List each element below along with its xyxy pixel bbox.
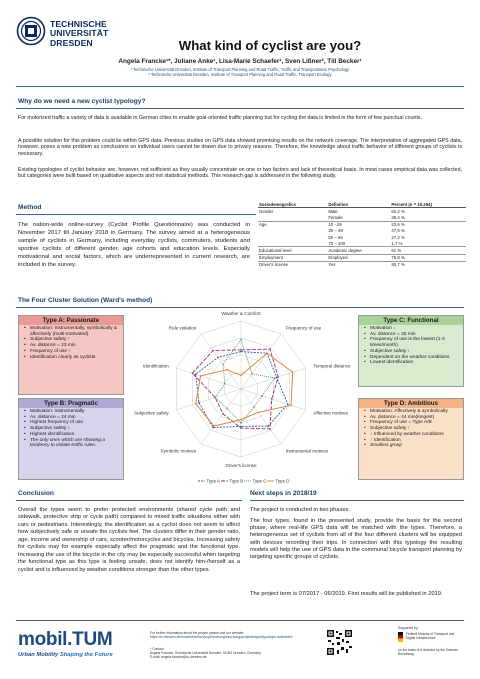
type-a-box bbox=[18, 315, 124, 395]
table-header: Definition bbox=[327, 201, 390, 208]
affiliations: ¹ Technische Universität Dresden, Institute of Transport Planning and Road Traffic, Traffic and Transportation Psychology ² Technische Universität Dresden, Institute of Transport Planning and Road Traffic, Transport Ecology bbox=[130, 67, 350, 78]
header-divider bbox=[16, 86, 464, 87]
footer-decision: on the basis of a decision by the German Bundestag bbox=[398, 648, 458, 657]
list-item: • Av. distance = 24 min bbox=[24, 415, 120, 421]
list-item: • Frequency of use ↑ bbox=[24, 349, 120, 355]
list-item: • Subjective safety ↓ bbox=[364, 349, 460, 355]
radar-point bbox=[240, 419, 242, 421]
table-row: 30 – 49 47,5 % bbox=[328, 228, 405, 234]
radar-point bbox=[266, 352, 268, 354]
conclusion-text: Overall the types seem to prefer protected environments (shared cycle path and sidewalk, protective strip or cycle path) compared to mixed traffic situations either with cars or pedestrians. Interestingly, the identification as a cyclist does not seem to affect how subjectively safe or unsafe the cyclists feel. The clusters differ in their gender ratio, age, income and ownership of cars, scooter/motorcycles and bicycles. Increasing safety for cyclists may for example especially affect the pragmatic and the functional type. Increasing the use of the bicycle in the city may be especially successful when targeting the functional type as this type is feeling unsafe, does not identify him-/herself as a cyclist and is influenced by weather conditions stronger than the other types. bbox=[18, 507, 240, 573]
radar-point bbox=[251, 373, 253, 375]
radar-point bbox=[212, 427, 214, 429]
radar-point bbox=[213, 425, 215, 427]
radar-point bbox=[226, 369, 228, 371]
list-item: • Motivation: Instrumentally, symbolically & affectively (multi-motivated) bbox=[24, 326, 120, 337]
method-text: The nation-wide online-survey (Cyclist Profile Questionnaire) was conducted in November 2017 till January 2018 in Germany. The survey aimed at a heterogeneous sample of cyclists in Germany, including everyday cyclists, commuters, students and sportive cyclists of different gender, age cohorts and education levels. Especially motivational and social factors, which are underrepresented in current research, are included in the survey. bbox=[18, 222, 250, 268]
tu-dresden-emblem-icon bbox=[16, 16, 46, 46]
table-row: Female 38,4 % bbox=[328, 214, 405, 220]
list-item: • Frequency of use is the lowest (1-3 times/month). bbox=[364, 337, 460, 348]
why-paragraph-2: A possible solution for this problem could lie within GPS data. Previous studies on GPS data showed promising results on the network coverage. The interpretation of aggregated GPS data, however, poses a new problem as conclusions on individual users cannot be drawn due to privacy reasons. Therefore, the knowledge about traffic behavior of different groups of cyclists is necessary. bbox=[18, 138, 462, 157]
list-item: • Lowest identification bbox=[364, 360, 460, 366]
type-b-title: Type B: Pragmatic bbox=[19, 399, 123, 408]
type-d-title: Type D: Ambitious bbox=[359, 399, 463, 408]
footer-contact: * Contact: Angela Francke, Technische Universität Dresden, 01062 Dresden, Germany E-mail: angela.francke@tu-dresden.de bbox=[150, 647, 261, 660]
type-a-title: Type A: Passionate bbox=[19, 316, 123, 325]
radar-point bbox=[269, 348, 271, 350]
table-row: Age 10 - 29 23,6 % bbox=[258, 221, 466, 228]
list-item: • Av. distance = 23 min bbox=[24, 343, 120, 349]
radar-point bbox=[290, 405, 292, 407]
list-item: • Motivation ↓ bbox=[364, 326, 460, 332]
radar-spoke bbox=[241, 389, 281, 444]
clusters-heading: The Four Cluster Solution (Ward's method) bbox=[18, 297, 153, 304]
radar-point bbox=[240, 422, 242, 424]
radar-chart bbox=[124, 303, 358, 487]
radar-axis-label: Subjective safety bbox=[133, 410, 169, 416]
tu-dresden-logo bbox=[16, 14, 116, 54]
demographics-table bbox=[258, 201, 466, 268]
table-header: Soziodemografics bbox=[258, 201, 327, 208]
radar-point bbox=[222, 413, 224, 415]
radar-point bbox=[195, 374, 197, 376]
next-steps-divider bbox=[250, 500, 464, 501]
list-item: • Highest identification bbox=[24, 432, 120, 438]
radar-series-type-d bbox=[196, 353, 293, 426]
list-item: • The only ones which are showing a tendency to violate traffic rules. bbox=[24, 438, 120, 449]
table-header: Percent (n = 10.294) bbox=[390, 201, 466, 208]
radar-point bbox=[212, 350, 214, 352]
radar-axis-label: Driver's license bbox=[225, 462, 257, 468]
table-row: 70 – 100 1,7 % bbox=[328, 240, 403, 246]
radar-axis-label: Affective motives bbox=[313, 410, 348, 416]
why-heading: Why do we need a new cyclist typology? bbox=[18, 98, 146, 105]
list-item: • Smallest group bbox=[364, 443, 460, 449]
qr-code-icon bbox=[326, 629, 353, 656]
footer-divider bbox=[16, 620, 464, 621]
radar-point bbox=[267, 425, 269, 427]
poster-title: What kind of cyclist are you? bbox=[178, 38, 362, 53]
list-item: • Frequency of use = Type A/B bbox=[364, 420, 460, 426]
table-row: Gender Male 60,2 % bbox=[259, 208, 405, 214]
type-b-box bbox=[18, 398, 124, 480]
table-row: Driver's license Yes 90,7 % bbox=[258, 261, 466, 268]
radar-point bbox=[261, 395, 263, 397]
type-c-box bbox=[358, 315, 464, 387]
list-item: • Highest frequency of use bbox=[24, 420, 120, 426]
radar-point bbox=[276, 377, 278, 379]
radar-axis-label: Weather & Comfort bbox=[221, 310, 261, 316]
radar-point bbox=[195, 403, 197, 405]
radar-point bbox=[271, 398, 273, 400]
radar-point bbox=[192, 372, 194, 374]
next-steps-paragraph-2: The four types, found in the presented study, provide the basis for the second phase, where real-life GPS data will be matched with the types. Therefore, a heterogeneous set of cyclists from all of the four different clusters will be equipped with devices recording their trips. In connection with this typology the resulting models will help the use of GPS data in the communal bicycle transport planning by targeting specific groups of cyclists. bbox=[250, 518, 462, 561]
legend-label: Type D bbox=[275, 478, 290, 484]
method-heading: Method bbox=[18, 204, 42, 211]
authors: Angela Francke¹*, Juliane Anke¹, Lisa-Marie Schaefer¹, Sven Lißner², Till Becker¹ bbox=[118, 58, 362, 65]
radar-point bbox=[240, 427, 242, 429]
radar-axis-label: Symbolic motives bbox=[160, 448, 197, 454]
radar-axis-label: Frequency of use bbox=[285, 325, 322, 331]
radar-axis-label: Temporal distance bbox=[313, 363, 351, 369]
radar-axis-label: Identification bbox=[142, 363, 169, 369]
radar-point bbox=[253, 406, 255, 408]
conclusion-heading: Conclusion bbox=[18, 490, 54, 497]
radar-series-type-a bbox=[196, 352, 288, 428]
radar-axis-label: Rule violation bbox=[168, 325, 197, 331]
why-divider bbox=[16, 108, 464, 109]
type-d-box bbox=[358, 398, 464, 480]
list-item: • Motivation: Affectively & symbolically bbox=[364, 409, 460, 415]
radar-point bbox=[226, 408, 228, 410]
footer-ministry: Federal Ministry of Transport and Digital Infrastructure bbox=[406, 632, 455, 641]
mobil-tum-logo: mobil.TUM bbox=[18, 629, 113, 650]
list-item: • ↓ Influenced by weather conditions bbox=[364, 432, 460, 438]
radar-point bbox=[240, 351, 242, 353]
radar-point bbox=[214, 397, 216, 399]
table-row: Employment Employed 75,8 % bbox=[258, 254, 466, 261]
radar-point bbox=[222, 363, 224, 365]
radar-point bbox=[224, 383, 226, 385]
radar-point bbox=[269, 428, 271, 430]
radar-spoke bbox=[201, 334, 241, 389]
university-name: TECHNISCHE UNIVERSITÄT DRESDEN bbox=[50, 19, 109, 48]
list-item: • Motivation: Instrumentally bbox=[24, 409, 120, 415]
radar-point bbox=[198, 402, 200, 404]
footer-supported: Supported by: bbox=[398, 626, 419, 630]
legend-label: Type A bbox=[206, 478, 220, 484]
type-c-title: Type C: Functional bbox=[359, 316, 463, 325]
radar-point bbox=[217, 357, 219, 359]
list-item: • ↑ Identification bbox=[364, 438, 460, 444]
why-paragraph-3: Existing typologies of cyclist behavior are, however, not sufficient as they usually concentrate on one or two factors and lack of theoretical basis. In most cases empirical data was collected, but categories were built based on qualitative aspects and not statistical methods. This research gap is addressed in the following study. bbox=[18, 167, 462, 180]
table-row: 50 – 69 27,2 % bbox=[328, 234, 405, 240]
radar-point bbox=[200, 375, 202, 377]
radar-series-type-b bbox=[193, 349, 279, 429]
radar-point bbox=[240, 375, 242, 377]
table-row: Educational level Academic degree 61 % bbox=[258, 247, 466, 254]
radar-point bbox=[257, 412, 259, 414]
list-item: • Av. distance = 44 min(longest) bbox=[364, 415, 460, 421]
radar-point bbox=[240, 426, 242, 428]
next-steps-paragraph-3: The project term is 07/2017 - 06/2019. First results will be published in 2019. bbox=[250, 591, 443, 597]
conclusion-divider bbox=[16, 500, 242, 501]
radar-point bbox=[292, 371, 294, 373]
radar-axis-label: Instrumental motives bbox=[285, 448, 329, 454]
list-item: • Identification clearly as cyclists bbox=[24, 355, 120, 361]
bmvi-logo bbox=[398, 632, 403, 642]
list-item: • Dependent on the weather conditions bbox=[364, 355, 460, 361]
list-item: • Subjective safety ↑ bbox=[24, 337, 120, 343]
why-paragraph-1: For motorized traffic a variety of data is available in German cities to enable goal-oriented traffic planning but for cycling the data is limited in the form of few punctual counts. bbox=[18, 115, 423, 121]
radar-point bbox=[240, 339, 242, 341]
radar-point bbox=[287, 403, 289, 405]
list-item: • Subjective safety ↓ bbox=[24, 426, 120, 432]
next-steps-paragraph-1: The project is conducted in two phases. bbox=[250, 507, 350, 513]
footer-info: For further information about the project please visit our website: https://tu-dresden.de/bu/verkehr/ivs/vpsy/forschung/forschungsprojekte/apps/typologie-radverkehr bbox=[150, 631, 293, 640]
legend-label: Type B bbox=[229, 478, 244, 484]
radar-spoke bbox=[241, 334, 281, 389]
radar-point bbox=[277, 376, 279, 378]
list-item: • Subjective safety ↑ bbox=[364, 426, 460, 432]
radar-point bbox=[240, 349, 242, 351]
footer-tagline: Urban Mobility Shaping the Future bbox=[18, 652, 113, 658]
next-steps-heading: Next steps in 2018/19 bbox=[250, 490, 317, 497]
list-item: • Av. distance = 25 min bbox=[364, 332, 460, 338]
method-divider bbox=[16, 214, 256, 215]
radar-point bbox=[274, 377, 276, 379]
legend-label: Type C bbox=[252, 478, 267, 484]
